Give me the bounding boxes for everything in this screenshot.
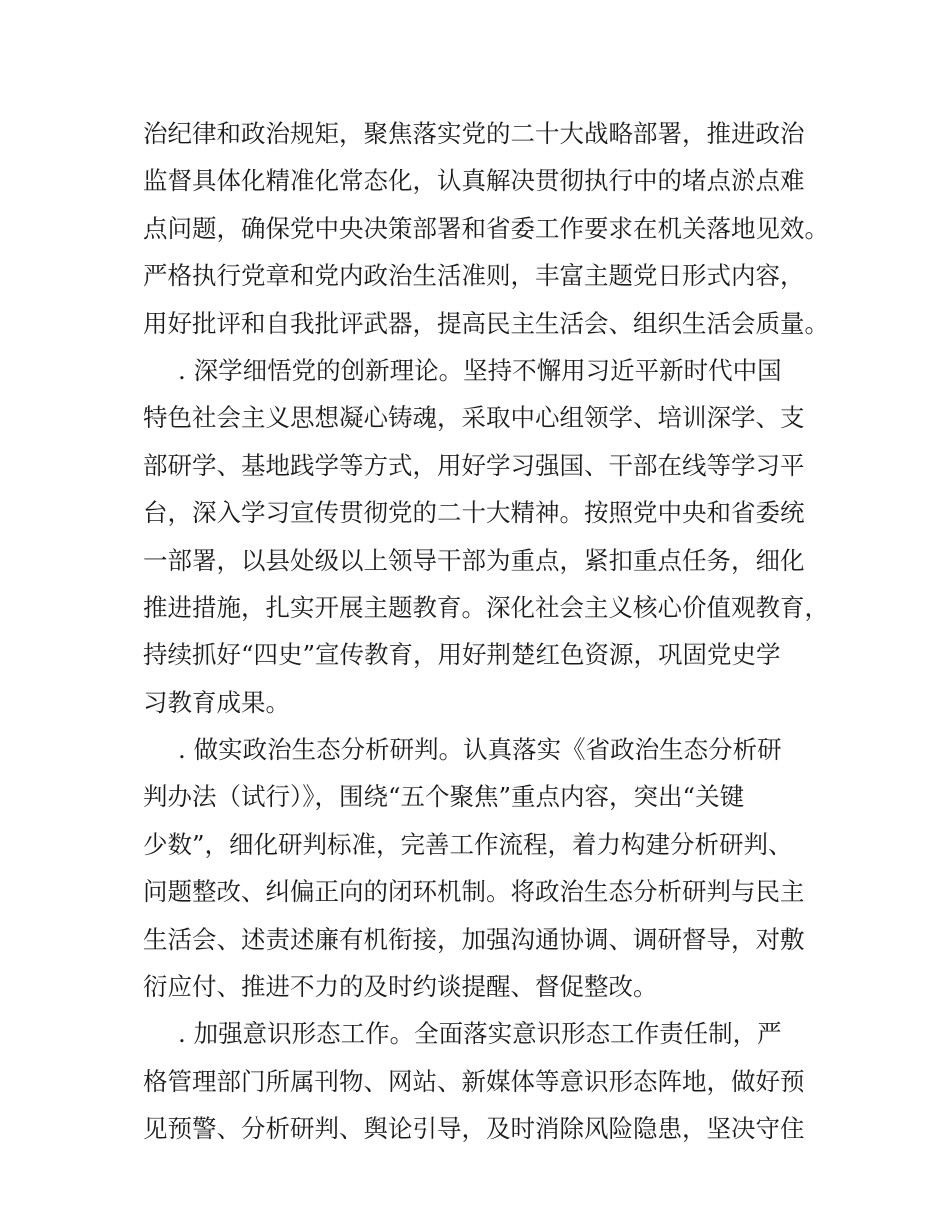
text-line: 衍应付、推进不力的及时约谈提醒、督促整改。 — [143, 972, 658, 1002]
text-line: 格管理部门所属刊物、网站、新媒体等意识形态阵地，做好预 — [143, 1066, 805, 1096]
text-line: 严格执行党章和党内政治生活准则，丰富主题党日形式内容， — [143, 261, 805, 291]
text-line: 部研学、基地践学等方式，用好学习强国、干部在线等学习平 — [143, 450, 805, 480]
text-line: 一部署，以县处级以上领导干部为重点，紧扣重点任务，细化 — [143, 545, 805, 575]
text-line: 习教育成果。 — [143, 687, 290, 717]
text-line: 监督具体化精准化常态化，认真解决贯彻执行中的堵点淤点难 — [143, 166, 805, 196]
text-line: 少数”，细化研判标准，完善工作流程，着力构建分析研判、 — [143, 829, 793, 859]
text-line: 判办法（试行）》，围绕“五个聚焦”重点内容，突出“关键 — [143, 782, 745, 812]
text-line: 持续抓好“四史”宣传教育，用好荆楚红色资源，巩固党史学 — [143, 640, 781, 670]
paragraph-heading-line: . 深学细悟党的创新理论。坚持不懈用习近平新时代中国 — [178, 355, 782, 385]
paragraph-heading-line: . 做实政治生态分析研判。认真落实《省政治生态分析研 — [178, 735, 782, 765]
text-line: 治纪律和政治规矩，聚焦落实党的二十大战略部署，推进政治 — [143, 119, 805, 148]
text-line: 见预警、分析研判、舆论引导，及时消除风险隐患，坚决守住 — [143, 1114, 805, 1144]
text-line: 推进措施，扎实开展主题教育。深化社会主义核心价值观教育， — [143, 592, 829, 622]
text-line: 点问题，确保党中央决策部署和省委工作要求在机关落地见效。 — [143, 213, 829, 243]
text-line: 特色社会主义思想凝心铸魂，采取中心组领学、培训深学、支 — [143, 403, 805, 433]
text-line: 生活会、述责述廉有机衔接，加强沟通协调、调研督导，对敷 — [143, 924, 805, 954]
text-line: 用好批评和自我批评武器，提高民主生活会、组织生活会质量。 — [143, 308, 829, 338]
body-text — [143, 110, 833, 1153]
text-line: 台，深入学习宣传贯彻党的二十大精神。按照党中央和省委统 — [143, 498, 805, 528]
paragraph-heading-line: . 加强意识形态工作。全面落实意识形态工作责任制，严 — [178, 1019, 782, 1049]
text-line: 问题整改、纠偏正向的闭环机制。将政治生态分析研判与民主 — [143, 877, 805, 907]
